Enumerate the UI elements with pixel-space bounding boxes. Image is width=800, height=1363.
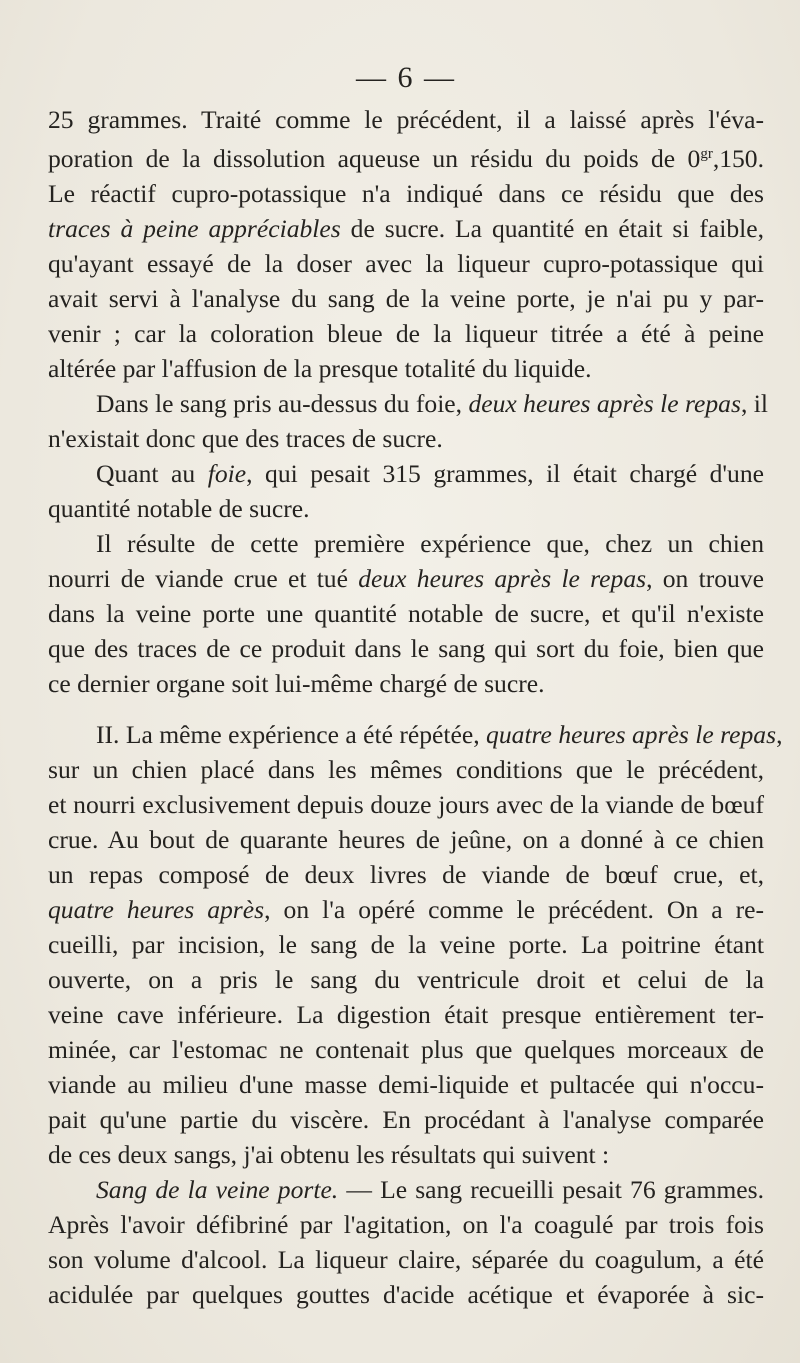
text-line: minée, car l'estomac ne contenait plus que quelques morceaux de	[48, 1035, 764, 1064]
text-line: viande au milieu d'une masse demi-liquide et pultacée qui n'occu-	[48, 1070, 764, 1099]
text-line: son volume d'alcool. La liqueur claire, séparée du coagulum, a été	[48, 1245, 764, 1274]
page-number: — 6 —	[356, 61, 456, 94]
paragraph-portal-vein-blood	[48, 1172, 764, 1312]
text-line: poration de la dissolution aqueuse un résidu du poids de $0^{gr},150$.	[48, 144, 764, 173]
text-line: qu'ayant essayé de la doser avec la liqueur cupro-potassique qui	[48, 249, 764, 278]
paragraph-liver-weight	[48, 456, 764, 526]
text-line: dans la veine porte une quantité notable de sucre, et qu'il n'existe	[48, 599, 764, 628]
text-line: traces à peine appréciables de sucre. La quantité en était si faible,	[48, 214, 764, 243]
text-line: n'existait donc que des traces de sucre.	[48, 424, 443, 453]
paragraph-blood-above-liver	[48, 386, 768, 456]
text-line: Dans le sang pris au-dessus du foie, deux heures après le repas, il	[96, 389, 768, 418]
text-line: quantité notable de sucre.	[48, 494, 310, 523]
text-line: crue. Au bout de quarante heures de jeûne, on a donné à ce chien	[48, 825, 764, 854]
paragraph-first-experiment-result	[48, 526, 764, 701]
text-line: Après l'avoir défibriné par l'agitation, on l'a coagulé par trois fois	[48, 1210, 764, 1239]
text-line: venir ; car la coloration bleue de la liqueur titrée a été à peine	[48, 319, 764, 348]
text-line: et nourri exclusivement depuis douze jours avec de la viande de bœuf	[48, 790, 764, 819]
text-line: 25 grammes. Traité comme le précédent, il a laissé après l'éva-	[48, 105, 764, 134]
text-line: Sang de la veine porte. — Le sang recueilli pesait 76 grammes.	[96, 1175, 764, 1204]
text-line: ce dernier organe soit lui-même chargé de sucre.	[48, 669, 545, 698]
text-line: acidulée par quelques gouttes d'acide acétique et évaporée à sic-	[48, 1280, 764, 1309]
text-line: un repas composé de deux livres de viande de bœuf crue, et,	[48, 860, 764, 889]
text-line: Il résulte de cette première expérience que, chez un chien	[96, 529, 764, 558]
text-line: veine cave inférieure. La digestion était presque entièrement ter-	[48, 1000, 764, 1029]
text-line: pait qu'une partie du viscère. En procédant à l'analyse comparée	[48, 1105, 764, 1134]
text-line: sur un chien placé dans les mêmes conditions que le précédent,	[48, 755, 764, 784]
paragraph-second-experiment	[48, 717, 783, 1172]
text-line: que des traces de ce produit dans le sang qui sort du foie, bien que	[48, 634, 764, 663]
text-line: de ces deux sangs, j'ai obtenu les résultats qui suivent :	[48, 1140, 610, 1169]
text-line: avait servi à l'analyse du sang de la veine porte, je n'ai pu y par-	[48, 284, 764, 313]
text-line: ouverte, on a pris le sang du ventricule droit et celui de la	[48, 965, 764, 994]
text-line: II. La même expérience a été répétée, quatre heures après le repas,	[96, 720, 783, 749]
text-line: Quant au foie, qui pesait 315 grammes, il était chargé d'une	[96, 459, 764, 488]
text-line: quatre heures après, on l'a opéré comme le précédent. On a re-	[48, 895, 764, 924]
text-line: altérée par l'affusion de la presque totalité du liquide.	[48, 354, 592, 383]
paragraph-continuation	[48, 102, 764, 386]
text-line: nourri de viande crue et tué deux heures après le repas, on trouve	[48, 564, 764, 593]
text-line: cueilli, par incision, le sang de la veine porte. La poitrine étant	[48, 930, 764, 959]
text-line: Le réactif cupro-potassique n'a indiqué dans ce résidu que des	[48, 179, 764, 208]
